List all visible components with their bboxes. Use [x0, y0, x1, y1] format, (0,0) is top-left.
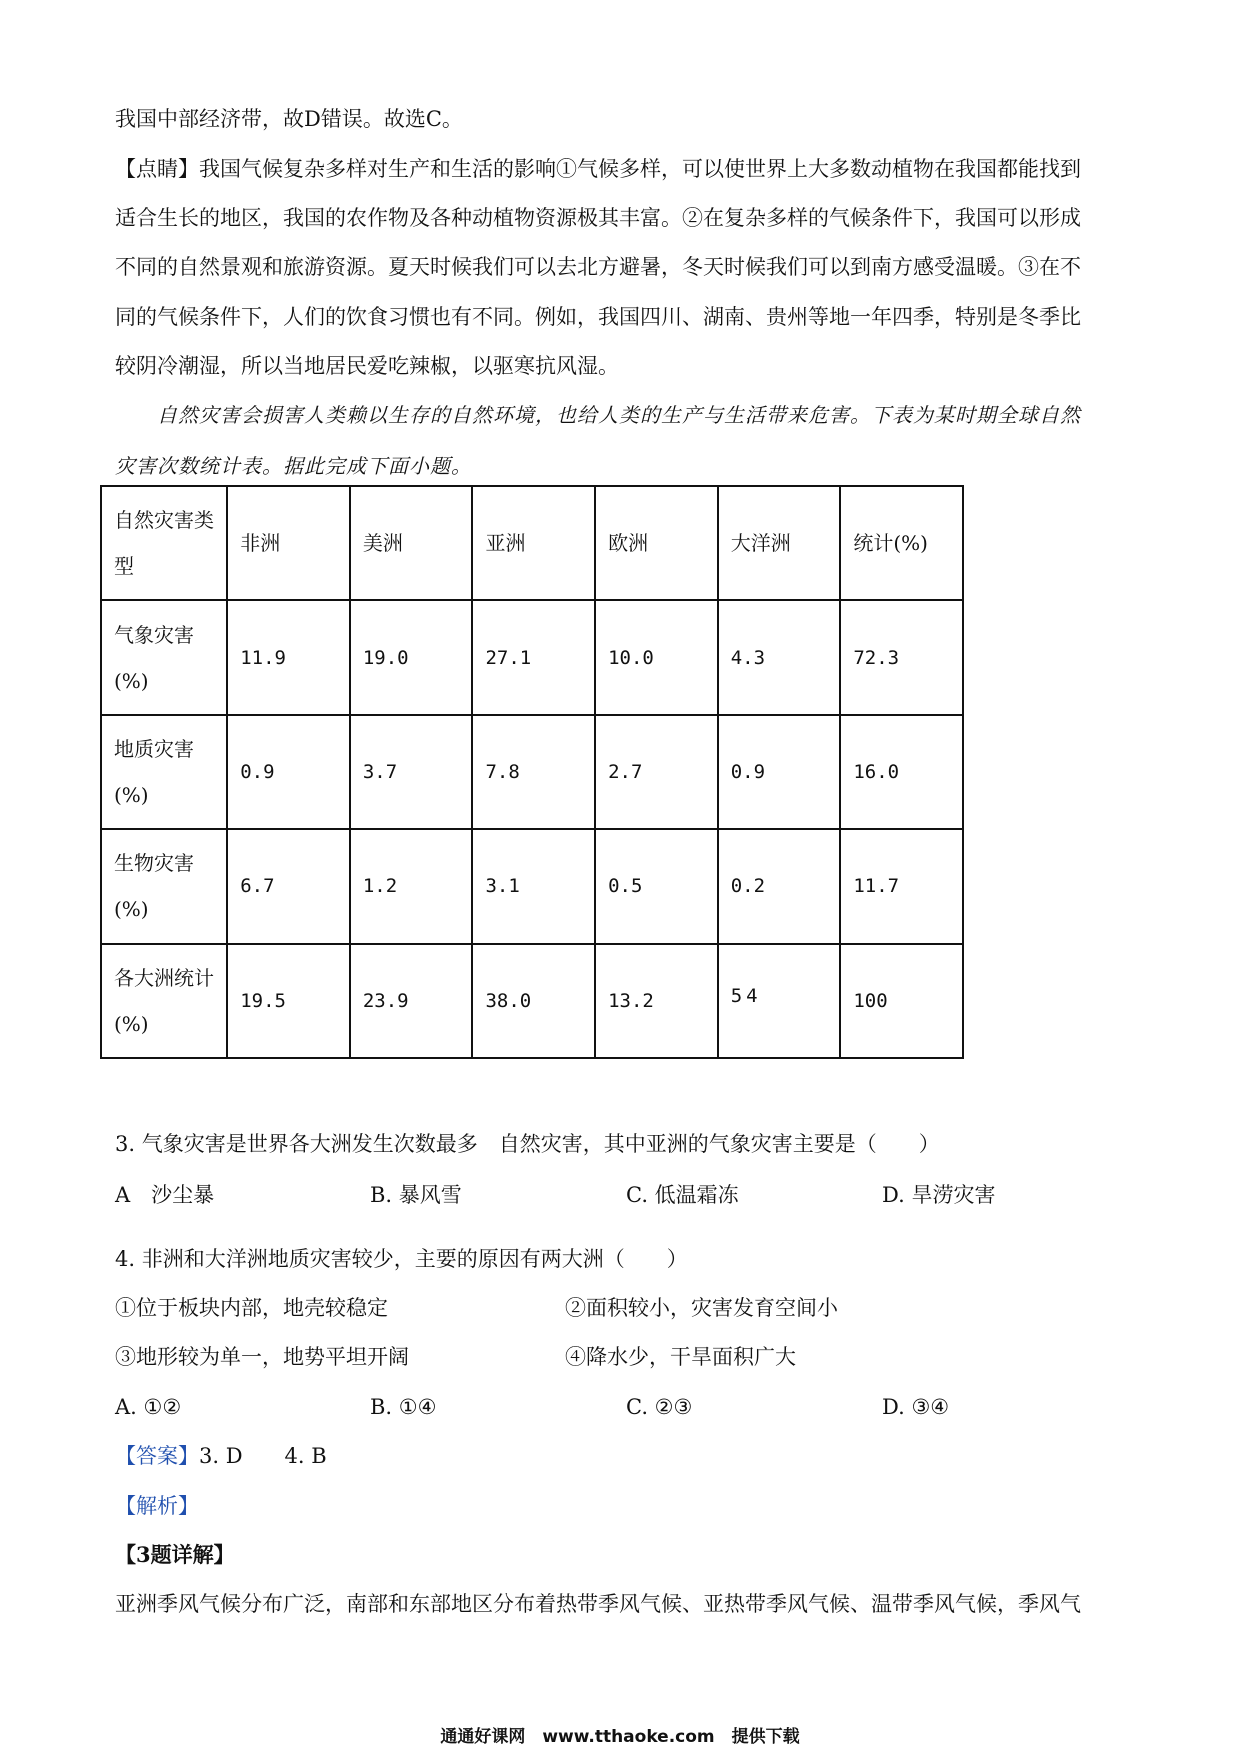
answer-text: 3. D 4. B: [199, 1444, 327, 1468]
q4-option-d: D. ③④: [882, 1395, 950, 1419]
header-cell: 美洲: [350, 486, 473, 600]
header-cell: 大洋洲: [718, 486, 841, 600]
intro-line-5: 同的气候条件下，人们的饮食习惯也有不同。例如，我国四川、湖南、贵州等地一年四季，特别是冬季比: [115, 305, 1081, 329]
table-cell: 72.3: [840, 600, 963, 714]
table-cell: 7.8: [472, 715, 595, 829]
table-cell: 13.2: [595, 944, 718, 1058]
table-cell: 23.9: [350, 944, 473, 1058]
table-cell: 16.0: [840, 715, 963, 829]
intro-line-6: 较阴冷潮湿，所以当地居民爱吃辣椒，以驱寒抗风湿。: [115, 354, 619, 378]
intro-line-4: 不同的自然景观和旅游资源。夏天时候我们可以去北方避暑，冬天时候我们可以到南方感受温暖。③在不: [115, 255, 1081, 279]
header-cell: 亚洲: [472, 486, 595, 600]
question-3-stem: 3. 气象灾害是世界各大洲发生次数最多 自然灾害，其中亚洲的气象灾害主要是（ ）: [115, 1132, 940, 1156]
q3-option-d: D. 旱涝灾害: [882, 1183, 996, 1207]
table-cell: 11.7: [840, 829, 963, 943]
disaster-table: [100, 485, 964, 1059]
page-footer: 通通好课网 www.tthaoke.com 提供下载: [440, 1727, 800, 1747]
table-cell: 2.7: [595, 715, 718, 829]
row-label: 地质灾害(%): [101, 715, 227, 829]
table-cell: 11.9: [227, 600, 350, 714]
table-cell: 6.7: [227, 829, 350, 943]
row-label: 气象灾害(%): [101, 600, 227, 714]
row-label: 生物灾害(%): [101, 829, 227, 943]
header-cell: 自然灾害类型: [101, 486, 227, 600]
table-cell: 4.3: [718, 600, 841, 714]
q3-option-c: C. 低温霜冻: [626, 1183, 739, 1207]
intro-line-2: 【点睛】我国气候复杂多样对生产和生活的影响①气候多样，可以使世界上大多数动植物在我国都能找到: [115, 157, 1081, 181]
table-cell: 10.0: [595, 600, 718, 714]
table-row: [101, 829, 963, 943]
question-4-stem: 4. 非洲和大洋洲地质灾害较少，主要的原因有两大洲（ ）: [115, 1247, 688, 1271]
table-cell: 19.5: [227, 944, 350, 1058]
q3-option-a: A 沙尘暴: [115, 1183, 215, 1207]
table-cell: 0.5: [595, 829, 718, 943]
table-cell: 27.1: [472, 600, 595, 714]
header-cell: 非洲: [227, 486, 350, 600]
row-label: 各大洲统计(%): [101, 944, 227, 1058]
table-cell: 0.9: [227, 715, 350, 829]
table-row: [101, 715, 963, 829]
table-row: [101, 944, 963, 1058]
table-cell: 19.0: [350, 600, 473, 714]
intro-line-3: 适合生长的地区，我国的农作物及各种动植物资源极其丰富。②在复杂多样的气候条件下，我国可以形成: [115, 206, 1081, 230]
q4-option-a: A. ①②: [115, 1395, 182, 1419]
passage-line-2: 灾害次数统计表。据此完成下面小题。: [115, 454, 472, 478]
table-cell: 54: [718, 944, 841, 1058]
answer-line: [115, 1441, 327, 1471]
detail-text: 亚洲季风气候分布广泛，南部和东部地区分布着热带季风气候、亚热带季风气候、温带季风气候，季风气: [115, 1592, 1081, 1616]
q4-item-4: ④降水少，干旱面积广大: [565, 1345, 796, 1369]
table-cell: 100: [840, 944, 963, 1058]
q4-item-3: ③地形较为单一，地势平坦开阔: [115, 1345, 409, 1369]
answer-label: 【答案】: [115, 1444, 199, 1468]
table-cell: 0.2: [718, 829, 841, 943]
q4-option-c: C. ②③: [626, 1395, 693, 1419]
detail-label: 【3题详解】: [115, 1542, 235, 1567]
q3-option-b: B. 暴风雪: [370, 1183, 462, 1207]
analysis-label: 【解析】: [115, 1494, 199, 1518]
passage-line-1: 自然灾害会损害人类赖以生存的自然环境，也给人类的生产与生活带来危害。下表为某时期全球自然: [157, 403, 1081, 427]
q4-item-1: ①位于板块内部，地壳较稳定: [115, 1296, 388, 1320]
table-row: [101, 600, 963, 714]
table-cell: 0.9: [718, 715, 841, 829]
table-cell: 3.7: [350, 715, 473, 829]
header-cell: 欧洲: [595, 486, 718, 600]
q4-item-2: ②面积较小，灾害发育空间小: [565, 1296, 838, 1320]
table-cell: 3.1: [472, 829, 595, 943]
intro-line-1: 我国中部经济带，故D错误。故选C。: [115, 107, 463, 131]
table-cell: 1.2: [350, 829, 473, 943]
table-header-row: [101, 486, 963, 600]
q4-option-b: B. ①④: [370, 1395, 437, 1419]
table-cell: 38.0: [472, 944, 595, 1058]
header-cell: 统计(%): [840, 486, 963, 600]
